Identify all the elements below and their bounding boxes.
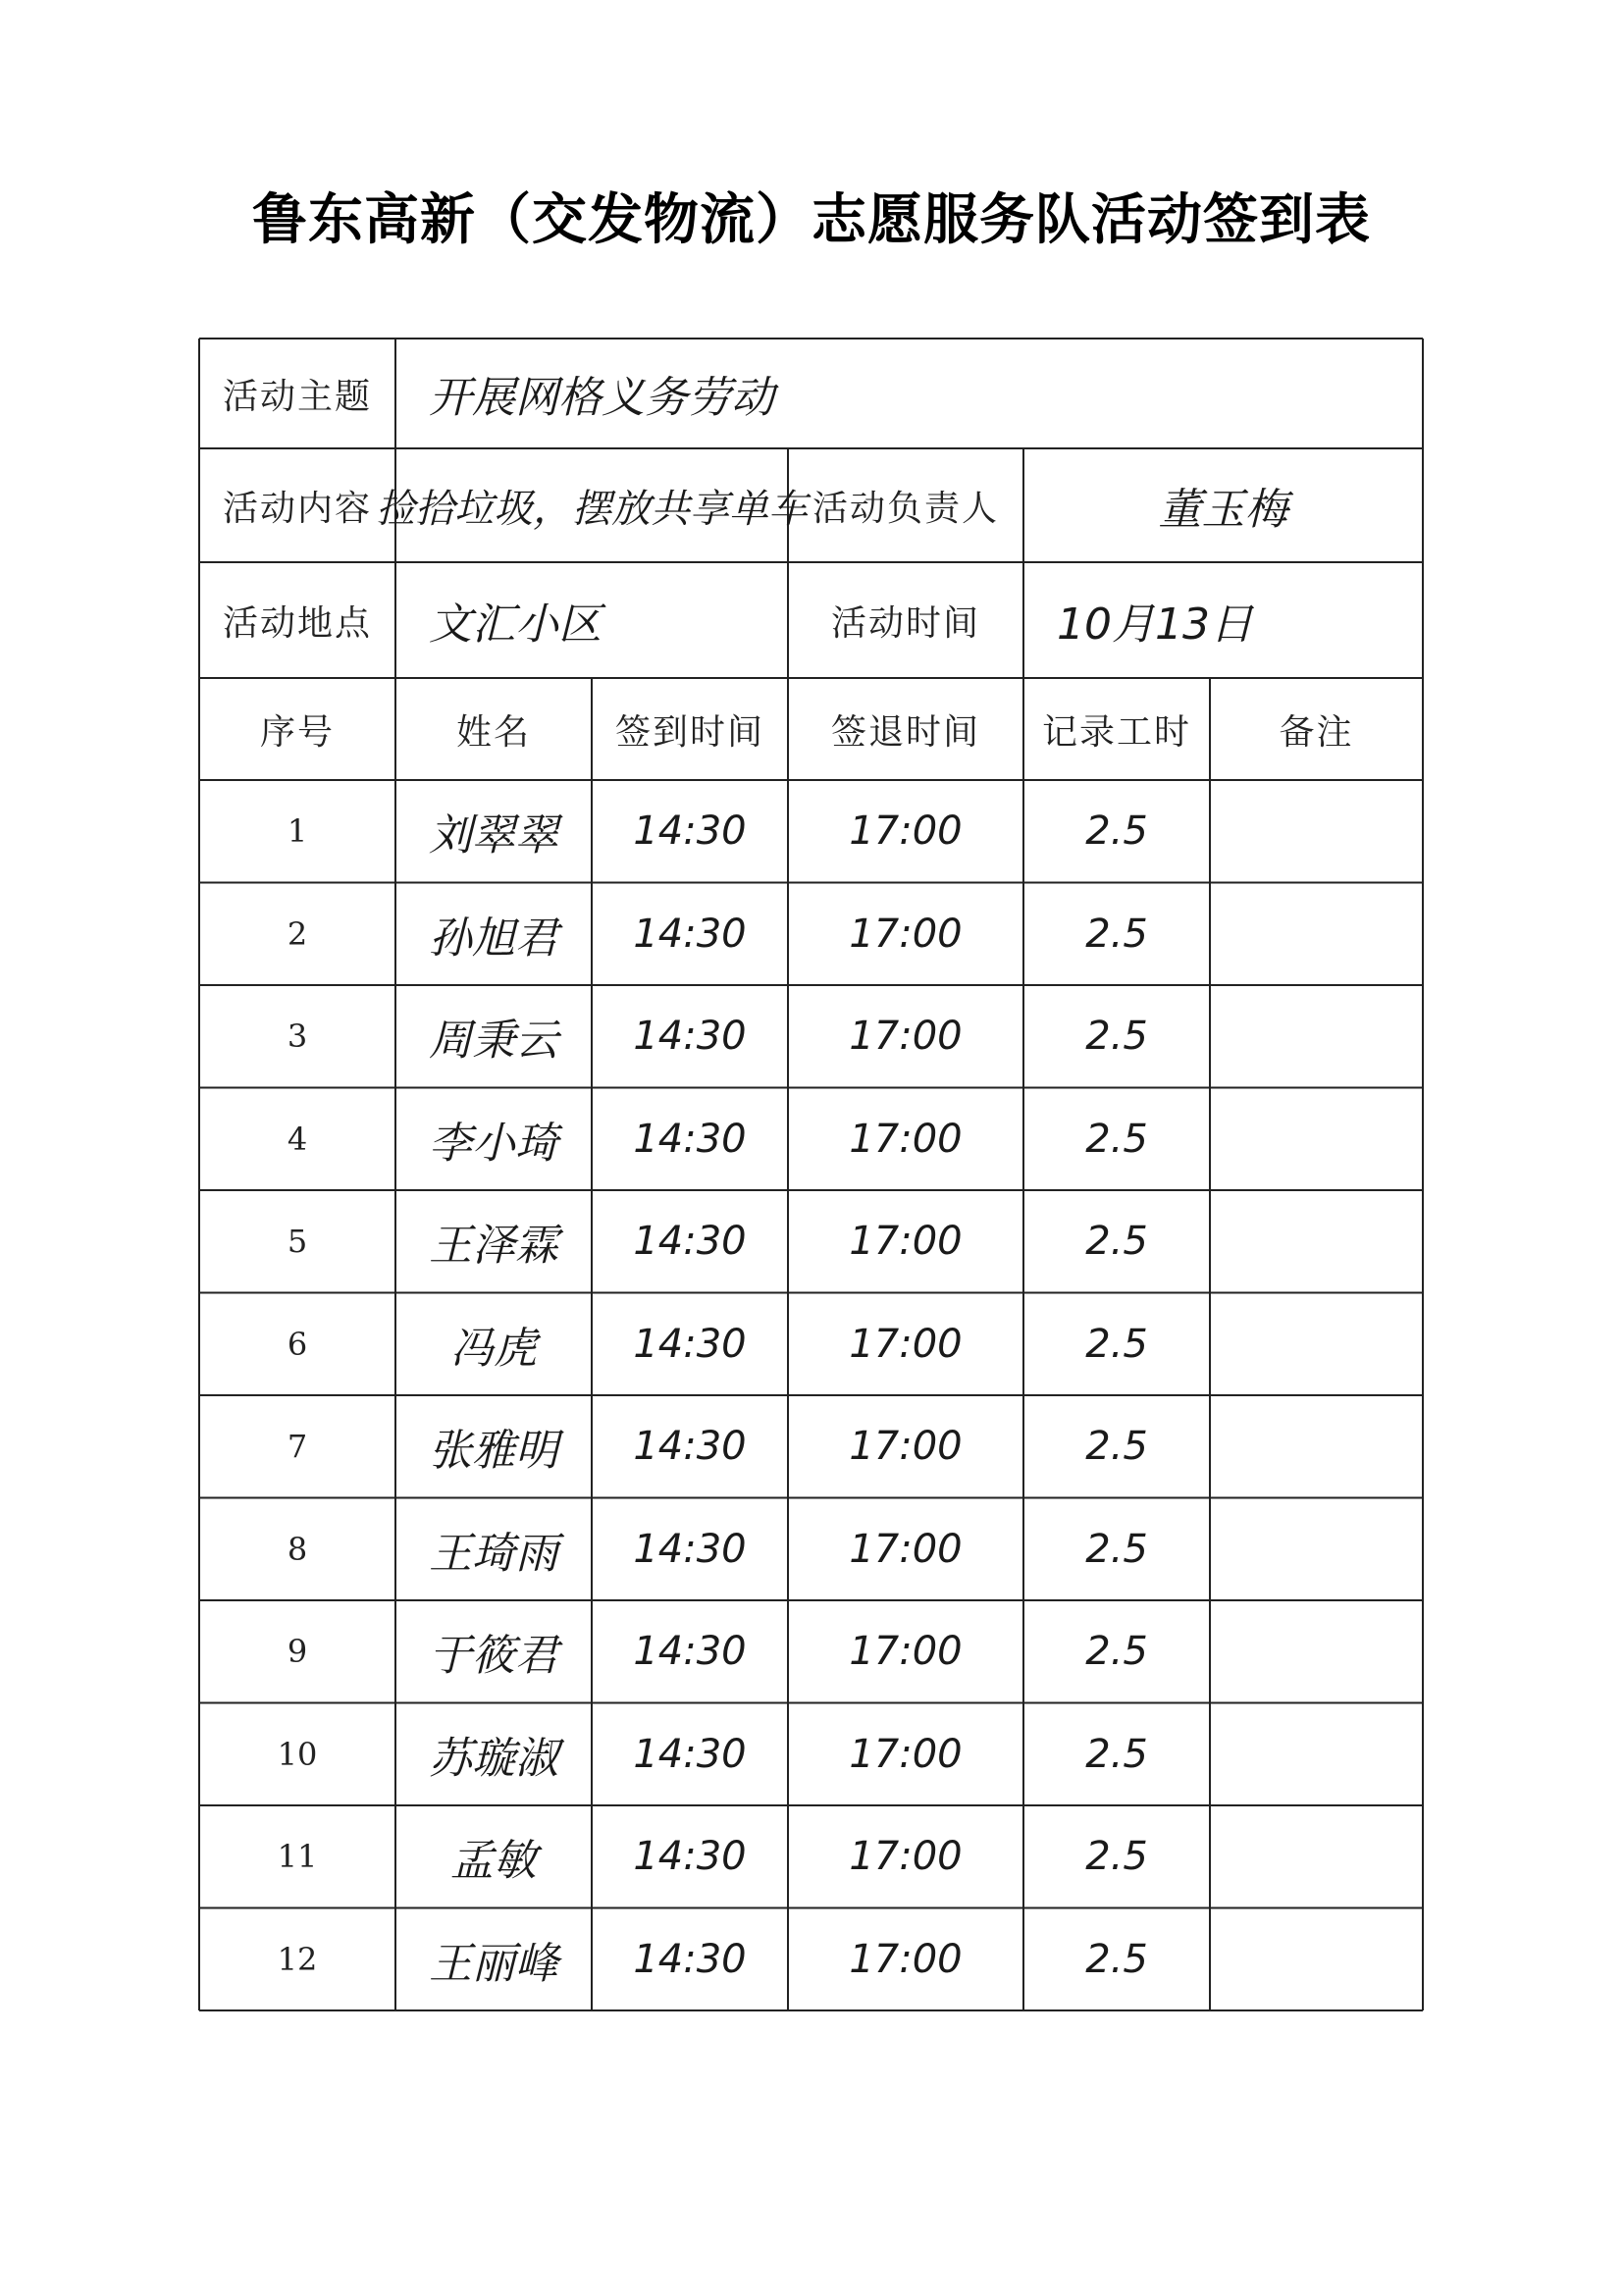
- row-sign-in-time: 14:30: [633, 1834, 747, 1880]
- row-number: 5: [287, 1223, 308, 1261]
- row-note: [1210, 1703, 1423, 1806]
- header-name: 姓名: [455, 711, 531, 753]
- row-note: [1210, 1498, 1423, 1601]
- row-sign-in-time: 14:30: [633, 1424, 747, 1470]
- header-note: 备注: [1279, 711, 1354, 753]
- content-label: 活动内容: [222, 488, 372, 529]
- row-number: 7: [287, 1428, 308, 1466]
- row-note: [1210, 1805, 1423, 1908]
- row-sign-in-time: 14:30: [633, 1629, 747, 1675]
- row-number: 12: [277, 1940, 318, 1978]
- row-note: [1210, 1908, 1423, 2011]
- row-sign-in-time: 14:30: [633, 1526, 747, 1572]
- row-hours: 2.5: [1085, 1321, 1148, 1367]
- row-sign-in-time: 14:30: [633, 1936, 747, 1982]
- row-hours: 2.5: [1085, 1526, 1148, 1572]
- location-label: 活动地点: [222, 602, 372, 644]
- row-number: 9: [287, 1633, 308, 1671]
- row-name-signature: 王丽峰: [429, 1938, 558, 1989]
- row-sign-in-time: 14:30: [633, 1219, 747, 1265]
- leader-label: 活动负责人: [812, 488, 999, 529]
- row-number: 11: [277, 1838, 318, 1876]
- theme-label: 活动主题: [222, 376, 372, 417]
- row-hours: 2.5: [1085, 809, 1148, 855]
- row-note: [1210, 883, 1423, 986]
- row-number: 2: [287, 914, 308, 953]
- row-hours: 2.5: [1085, 1014, 1148, 1060]
- row-sign-out-time: 17:00: [849, 1116, 963, 1162]
- row-number: 4: [287, 1120, 308, 1158]
- row-note: [1210, 1395, 1423, 1498]
- row-sign-in-time: 14:30: [633, 1014, 747, 1060]
- row-sign-out-time: 17:00: [849, 1936, 963, 1982]
- row-sign-out-time: 17:00: [849, 1424, 963, 1470]
- row-name-signature: 周秉云: [429, 1016, 558, 1067]
- row-sign-out-time: 17:00: [849, 1731, 963, 1777]
- row-name-signature: 冯虎: [450, 1323, 537, 1374]
- row-sign-in-time: 14:30: [633, 911, 747, 957]
- row-sign-out-time: 17:00: [849, 1014, 963, 1060]
- row-sign-out-time: 17:00: [849, 1219, 963, 1265]
- row-hours: 2.5: [1085, 1629, 1148, 1675]
- row-number: 10: [277, 1735, 318, 1773]
- row-sign-out-time: 17:00: [849, 911, 963, 957]
- row-name-signature: 于筱君: [429, 1631, 558, 1682]
- row-hours: 2.5: [1085, 911, 1148, 957]
- row-sign-out-time: 17:00: [849, 1629, 963, 1675]
- row-number: 8: [287, 1530, 308, 1568]
- row-sign-in-time: 14:30: [633, 1321, 747, 1367]
- row-name-signature: 张雅明: [429, 1426, 558, 1477]
- header-sign-out: 签退时间: [830, 711, 980, 753]
- content-value: 捡拾垃圾，摆放共享单车: [376, 486, 808, 532]
- time-value: 10月13日: [1057, 600, 1253, 650]
- row-hours: 2.5: [1085, 1936, 1148, 1982]
- row-sign-out-time: 17:00: [849, 809, 963, 855]
- row-name-signature: 刘翠翠: [429, 810, 558, 861]
- row-hours: 2.5: [1085, 1834, 1148, 1880]
- row-note: [1210, 780, 1423, 883]
- time-label: 活动时间: [830, 602, 980, 644]
- header-no: 序号: [259, 711, 335, 753]
- row-sign-out-time: 17:00: [849, 1321, 963, 1367]
- header-hours: 记录工时: [1041, 711, 1191, 753]
- row-note: [1210, 1088, 1423, 1191]
- row-note: [1210, 1293, 1423, 1396]
- row-name-signature: 孟敏: [450, 1836, 537, 1887]
- row-number: 1: [287, 812, 308, 851]
- location-value: 文汇小区: [429, 600, 602, 650]
- row-note: [1210, 1190, 1423, 1293]
- row-number: 6: [287, 1325, 308, 1363]
- row-note: [1210, 1600, 1423, 1703]
- row-name-signature: 孙旭君: [429, 913, 558, 964]
- row-number: 3: [287, 1018, 308, 1056]
- header-sign-in: 签到时间: [614, 711, 764, 753]
- row-name-signature: 李小琦: [429, 1118, 558, 1169]
- row-hours: 2.5: [1085, 1116, 1148, 1162]
- leader-value: 董玉梅: [1158, 485, 1288, 535]
- row-name-signature: 苏璇淑: [429, 1733, 558, 1784]
- row-name-signature: 王泽霖: [429, 1221, 558, 1272]
- row-sign-out-time: 17:00: [849, 1834, 963, 1880]
- row-sign-in-time: 14:30: [633, 1731, 747, 1777]
- row-note: [1210, 985, 1423, 1088]
- page-title: 鲁东高新（交发物流）志愿服务队活动签到表: [252, 188, 1371, 252]
- row-hours: 2.5: [1085, 1731, 1148, 1777]
- row-sign-in-time: 14:30: [633, 1116, 747, 1162]
- row-hours: 2.5: [1085, 1219, 1148, 1265]
- row-name-signature: 王琦雨: [429, 1528, 558, 1579]
- theme-value: 开展网格义务劳动: [429, 373, 774, 423]
- row-hours: 2.5: [1085, 1424, 1148, 1470]
- row-sign-in-time: 14:30: [633, 809, 747, 855]
- row-sign-out-time: 17:00: [849, 1526, 963, 1572]
